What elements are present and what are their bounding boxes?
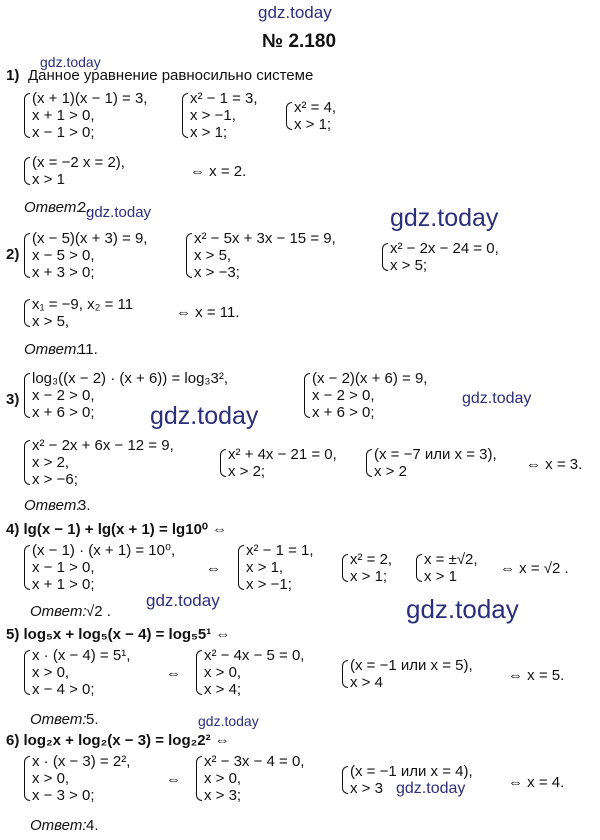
- p2-system-2: [184, 230, 336, 281]
- p5-system-3: [340, 657, 473, 691]
- p4-system-2: [236, 542, 314, 593]
- equation: x > 0,: [32, 770, 70, 787]
- answer-value: 3.: [78, 497, 91, 514]
- equation: x² − 1 = 3,: [190, 90, 258, 107]
- problem-6-heading: 6) log₂x + log₂(x − 3) = log₂2² ⇔: [6, 732, 230, 749]
- equivalence-arrow: ⇔: [206, 560, 221, 577]
- result: ⇔ x = 2.: [190, 163, 247, 180]
- equation: x > 0,: [204, 770, 242, 787]
- equation: (x − 5)(x + 3) = 9,: [32, 230, 148, 247]
- equation: x > 5,: [194, 247, 232, 264]
- p1-system-2: [180, 90, 258, 141]
- equation: x² = 4,: [294, 99, 337, 116]
- equation: x₁ = −9, x₂ = 11: [32, 296, 134, 313]
- equation: (x − 1) · (x + 1) = 10⁰,: [32, 542, 176, 559]
- equation: (x − 2)(x + 6) = 9,: [312, 370, 428, 387]
- equation: x − 3 > 0;: [32, 787, 95, 804]
- equation: x − 1 > 0;: [32, 124, 95, 141]
- equation: x + 1 > 0,: [32, 107, 95, 124]
- result: ⇔ x = √2 .: [500, 560, 569, 577]
- equation: (x + 1)(x − 1) = 3,: [32, 90, 148, 107]
- equation: x − 5 > 0,: [32, 247, 95, 264]
- equation: x > 2;: [228, 463, 266, 480]
- equation: x − 2 > 0,: [32, 387, 95, 404]
- equation: x² − 2x + 6x − 12 = 9,: [32, 437, 174, 454]
- equation: (x = −1 или x = 4),: [350, 763, 473, 780]
- equation: x² − 5x + 3x − 15 = 9,: [194, 230, 336, 247]
- equation: x > −1;: [246, 576, 292, 593]
- equation: x > 5,: [32, 313, 70, 330]
- equation: x > 3: [350, 780, 383, 797]
- p2-system-1: [22, 230, 147, 281]
- watermark: gdz.today: [150, 402, 259, 430]
- p6-system-2: [194, 753, 304, 804]
- equation: x − 4 > 0;: [32, 681, 95, 698]
- p5-system-2: [194, 647, 304, 698]
- equation: x + 6 > 0;: [32, 404, 95, 421]
- equation: x > 3;: [204, 787, 242, 804]
- equation: x > 1: [32, 171, 65, 188]
- equation: (x = −7 или x = 3),: [374, 446, 497, 463]
- equivalence-arrow: ⇔: [166, 771, 181, 788]
- equivalence-arrow: ⇔: [166, 665, 181, 682]
- p3-system-5: [364, 446, 497, 480]
- answer-value: 5.: [86, 711, 99, 728]
- result: ⇔ x = 11.: [176, 304, 240, 321]
- equation: x² − 3x − 4 = 0,: [204, 753, 305, 770]
- equation: x > 2,: [32, 454, 70, 471]
- equation: x > 1;: [350, 568, 388, 585]
- equation: x > 5;: [390, 257, 428, 274]
- equation: x > 1;: [190, 124, 228, 141]
- problem-1-intro: Данное уравнение равносильно системе: [28, 67, 314, 84]
- equation: x + 6 > 0;: [312, 404, 375, 421]
- answer-value: √2 .: [86, 603, 111, 620]
- equation: x > −6;: [32, 471, 78, 488]
- watermark: gdz.today: [406, 594, 519, 624]
- page-title: № 2.180: [262, 31, 337, 52]
- answer-value: 11.: [78, 341, 98, 358]
- problem-2-label: 2): [6, 246, 20, 263]
- result: ⇔ x = 3.: [526, 456, 583, 473]
- watermark: gdz.today: [390, 204, 499, 232]
- equation: x > 1;: [294, 116, 332, 133]
- equation: x + 3 > 0;: [32, 264, 95, 281]
- p1-system-4: [22, 154, 125, 188]
- p3-system-3: [22, 437, 174, 488]
- equation: x > −3;: [194, 264, 240, 281]
- answer-label: Ответ:: [30, 711, 87, 728]
- p2-system-4: [22, 296, 133, 330]
- problem-3-label: 3): [6, 391, 20, 408]
- watermark: gdz.today: [146, 591, 220, 610]
- p1-system-1: [22, 90, 147, 141]
- equation: x > 1,: [246, 559, 284, 576]
- watermark: gdz.today: [86, 204, 152, 221]
- p2-system-3: [380, 240, 499, 274]
- p1-system-3: [284, 99, 336, 133]
- p5-system-1: [22, 647, 130, 698]
- equation: log₃((x − 2) · (x + 6)) = log₃3²,: [32, 370, 229, 387]
- equation: x > 4;: [204, 681, 242, 698]
- equation: x > 0,: [32, 664, 70, 681]
- equation: x² − 4x − 5 = 0,: [204, 647, 305, 664]
- equation: x > 1: [424, 568, 457, 585]
- equation: (x = −2 x = 2),: [32, 154, 125, 171]
- watermark: gdz.today: [258, 3, 332, 22]
- answer-label: Ответ:: [24, 341, 81, 358]
- answer-label: Ответ:: [24, 497, 81, 514]
- equation: x² = 2,: [350, 551, 393, 568]
- p4-system-3: [340, 551, 392, 585]
- equation: x + 1 > 0;: [32, 576, 95, 593]
- answer-value: 2.: [78, 199, 91, 216]
- problem-1-label: 1): [6, 67, 20, 84]
- p3-system-4: [218, 446, 337, 480]
- answer-label: Ответ:: [30, 603, 87, 620]
- equation: x · (x − 4) = 5¹,: [32, 647, 131, 664]
- equation: x > 4: [350, 674, 383, 691]
- problem-4-heading: 4) lg(x − 1) + lg(x + 1) = lg10⁰ ⇔: [6, 521, 228, 538]
- equation: x > −1,: [190, 107, 236, 124]
- answer-label: Ответ:: [24, 199, 81, 216]
- p4-system-4: [414, 551, 478, 585]
- equation: (x = −1 или x = 5),: [350, 657, 473, 674]
- equation: x − 2 > 0,: [312, 387, 375, 404]
- equation: x = ±√2,: [424, 551, 478, 568]
- equation: x² − 2x − 24 = 0,: [390, 240, 499, 257]
- equation: x² + 4x − 21 = 0,: [228, 446, 337, 463]
- result: ⇔ x = 5.: [508, 667, 565, 684]
- equation: x > 0,: [204, 664, 242, 681]
- result: ⇔ x = 4.: [508, 774, 565, 791]
- watermark: gdz.today: [396, 780, 466, 797]
- problem-5-heading: 5) log₅x + log₅(x − 4) = log₅5¹ ⇔: [6, 626, 231, 643]
- equation: x · (x − 3) = 2²,: [32, 753, 131, 770]
- watermark: gdz.today: [198, 713, 259, 729]
- answer-value: 4.: [86, 817, 99, 834]
- watermark: gdz.today: [462, 390, 532, 407]
- answer-label: Ответ:: [30, 817, 87, 834]
- watermark: gdz.today: [40, 54, 101, 70]
- p4-system-1: [22, 542, 175, 593]
- p6-system-1: [22, 753, 130, 804]
- p3-system-2: [302, 370, 427, 421]
- equation: x > 2: [374, 463, 407, 480]
- equation: x² − 1 = 1,: [246, 542, 314, 559]
- equation: x − 1 > 0,: [32, 559, 95, 576]
